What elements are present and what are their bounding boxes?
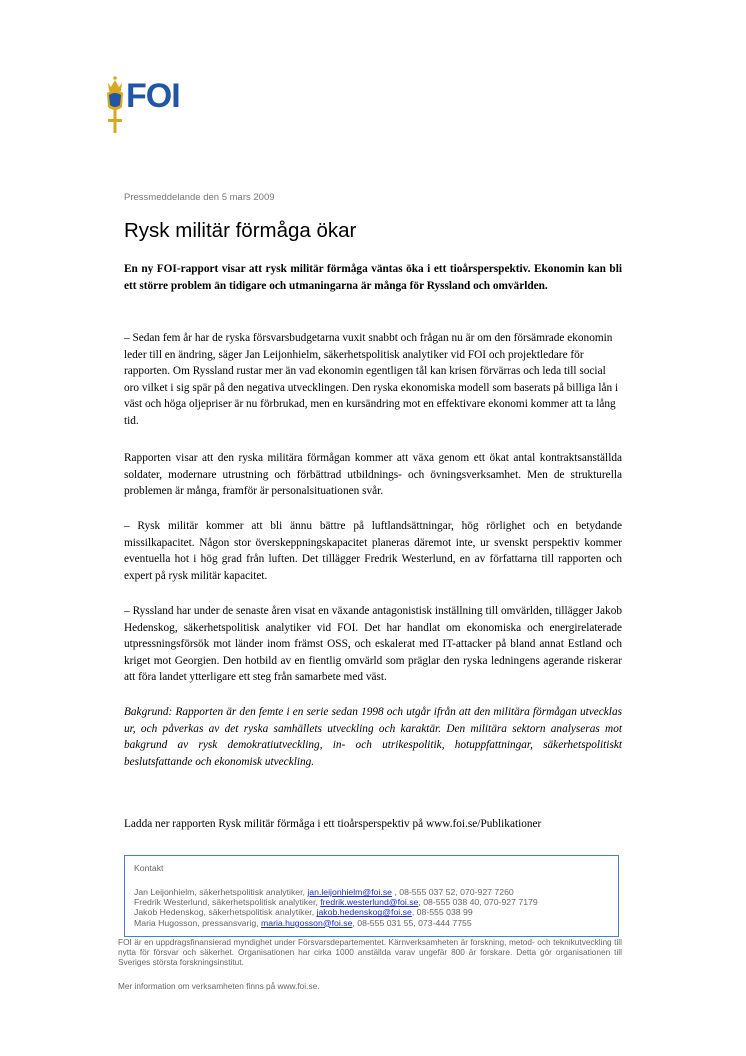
contact-phone: , 08-555 038 40, 070-927 7179 [418,897,538,908]
crown-sword-emblem-icon [103,67,127,135]
background-paragraph: Bakgrund: Rapporten är den femte i en serie sedan 1998 och utgår ifrån att den militära förmågan utvecklas ur, och påverkas av det ryska samhällets utveckling och karaktär. Den militära sektorn analyseras mot bakgrund av rysk demokratiutveckling, in- och utrikespolitik, hotuppfattningar, säkerhetspolitiskt beslutsfattande och ekonomisk utveckling. [124,706,622,768]
email-link[interactable]: jan.leijonhielm@foi.se [307,887,392,897]
contact-name: Jan Leijonhielm, säkerhetspolitisk analytiker, [134,887,308,897]
body-paragraph: Rapporten visar att den ryska militära förmågan kommer att växa genom ett ökat antal kontraktsanställda soldater, modernare utrustning och förbättrad utbildnings- och övningsverksamhet. Men de strukturella problemen är många, framför är personalsituationen svår. [124,452,622,497]
contact-row [134,907,609,917]
body-paragraph: – Ryssland har under de senaste åren visat en växande antagonistisk inställning till omvärlden, tillägger Jakob Hedenskog, säkerhetspolitisk analytiker vid FOI. Det har handlat om ekonomiska och energirelaterade utpressningsförsök mot länder inom främst OSS, och eskalerat med IT-attacker på bland annat Estland och kriget mot Georgien. Den hotbild av en fientlig omvärld som präglar den ryska ledningens agerande riskerar att föra landet ytterligare ett steg från samarbete med väst. [124,605,622,683]
contact-row [134,887,609,897]
contact-row [134,897,609,907]
contact-phone: , 08-555 031 55, 073-444 7755 [352,917,472,928]
contact-phone: , 08-555 038 99 [411,907,473,918]
foi-logo [103,67,208,135]
contact-name: Fredrik Westerlund, säkerhetspolitisk analytiker, [134,897,321,908]
email-link[interactable]: fredrik.westerlund@foi.se [320,897,419,908]
contact-box [124,855,619,937]
contact-row [134,918,609,928]
email-link[interactable]: maria.hugosson@foi.se [261,917,353,928]
press-release-date: Pressmeddelande den 5 mars 2009 [124,192,275,203]
contact-name: Jakob Hedenskog, säkerhetspolitisk analytiker, [134,907,317,918]
contact-heading: Kontakt [134,863,164,873]
page-title: Rysk militär förmåga ökar [124,219,357,242]
contact-name: Maria Hugosson, pressansvarig, [134,917,261,928]
download-paragraph: Ladda ner rapporten Rysk militär förmåga i ett tioårsperspektiv på www.foi.se/Publikationer [124,818,542,830]
body-paragraph: – Rysk militär kommer att bli ännu bättre på luftlandsättningar, hög rörlighet och en betydande missilkapacitet. Någon stor överskeppningskapacitet planeras däremot inte, ur svenskt perspektiv kommer eventuella hot i hög grad från luften. Det tillägger Fredrik Westerlund, en av författarna till rapporten och expert på rysk militär kapacitet. [124,520,622,582]
contact-phone: , 08-555 037 52, 070-927 7260 [392,887,514,897]
footer-more-info: Mer information om verksamheten finns på www.foi.se. [118,981,320,991]
lead-paragraph: En ny FOI-rapport visar att rysk militär förmåga väntas öka i ett tioårsperspektiv. Ekonomin kan bli ett större problem än tidigare och utmaningarna är många för Ryssland och omvärlden. [124,263,622,292]
footer-about: FOI är en uppdragsfinansierad myndighet under Försvarsdepartementet. Kärnverksamheten är forskning, metod- och teknikutveckling till nytta för försvar och säkerhet. Organisationen har cirka 1000 anställda varav ungefär 800 är forskare. Detta gör organisationen till Sveriges största forskningsinstitut. [118,937,622,968]
logo-text: FOI [126,77,180,115]
body-paragraph: – Sedan fem år har de ryska försvarsbudgetarna vuxit snabbt och frågan nu är om den försämrade ekonomin leder till en ändring, säger Jan Leijonhielm, säkerhetspolitisk analytiker vid FOI och projektledare för rapporten. Om Ryssland rustar mer än vad ekonomin egentligen tål kan krisen förvärras och leda till social oro vilket i sig spär på den negativa utvecklingen. Den ryska ekonomiska modell som baserats på billiga lån i väst och höga oljepriser är nu förbrukad, men en kursändring mot en effektivare ekonomi kommer att ta lång tid. [124,332,619,427]
email-link[interactable]: jakob.hedenskog@foi.se [316,907,412,918]
